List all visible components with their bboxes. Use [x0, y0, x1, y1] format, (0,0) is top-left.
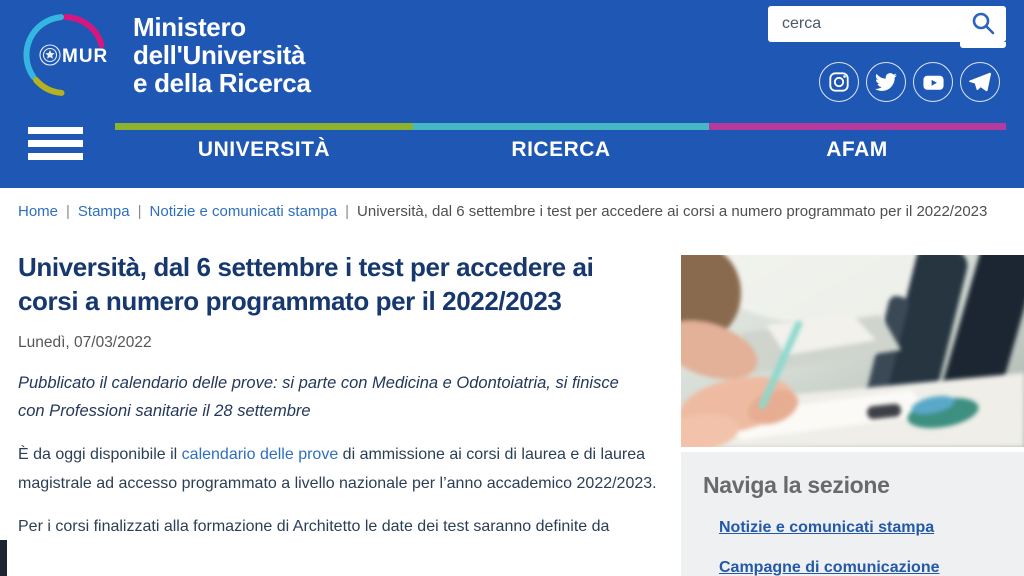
site-title [133, 13, 311, 97]
logo-arc-yellow [36, 80, 62, 93]
breadcrumb-stampa[interactable]: Stampa [77, 203, 130, 220]
left-edge-strip [0, 540, 7, 576]
breadcrumb-notizie[interactable]: Notizie e comunicati stampa [149, 203, 338, 220]
instagram-icon[interactable] [819, 62, 859, 102]
sidebar [681, 255, 1024, 576]
youtube-icon[interactable] [913, 62, 953, 102]
article-paragraph-1 [18, 440, 663, 498]
nav-item-afam[interactable]: AFAM [826, 138, 888, 161]
article-title: Università, dal 6 settembre i test per accedere ai corsi a numero programmato per il 2022/2023 [18, 252, 594, 316]
paragraph-text: di ammissione ai corsi di laurea e di laurea magistrale ad accesso programmato a livello nazionale per l’anno accademico 2022/2023. [18, 446, 657, 492]
breadcrumb [18, 203, 1008, 220]
calendario-prove-link[interactable]: calendario delle prove [181, 446, 339, 463]
article-hero-image [681, 255, 1024, 447]
main-navigation [0, 123, 1024, 188]
menu-hamburger-icon[interactable] [28, 127, 83, 160]
search-box-tab [960, 42, 1006, 48]
stripe-ricerca [413, 123, 709, 130]
article-date: Lunedì, 07/03/2022 [18, 334, 152, 351]
site-title-line2: dell'Università [133, 40, 306, 70]
paragraph-text: È da oggi disponibile il [18, 446, 182, 463]
logo-text: MUR [62, 46, 109, 67]
stripe-afam [709, 123, 1006, 130]
sidebar-link-campagne[interactable]: Campagne di comunicazione [719, 559, 940, 576]
social-links [819, 62, 1000, 102]
stripe-universita [115, 123, 413, 130]
article-lede: Pubblicato il calendario delle prove: si parte con Medicina e Odontoiatria, si finisce con Professioni sanitarie il 28 settembre [18, 374, 619, 420]
telegram-icon[interactable] [960, 62, 1000, 102]
site-header [0, 0, 1024, 123]
section-nav-box [681, 452, 1024, 576]
article [18, 250, 666, 541]
nav-item-ricerca[interactable]: RICERCA [511, 138, 611, 161]
list-item [719, 559, 1024, 576]
breadcrumb-home[interactable]: Home [18, 203, 59, 220]
breadcrumb-separator: | [66, 203, 70, 220]
site-title-line3: e della Ricerca [133, 68, 311, 98]
search-button[interactable] [966, 10, 1000, 38]
sidebar-link-notizie[interactable]: Notizie e comunicati stampa [719, 519, 935, 536]
nav-item-universita[interactable]: UNIVERSITÀ [197, 138, 331, 161]
breadcrumb-separator: | [137, 203, 142, 220]
section-nav-list [703, 519, 1024, 576]
logo-arc-magenta [66, 17, 102, 45]
search-box [768, 6, 1006, 42]
twitter-icon[interactable] [866, 62, 906, 102]
section-nav-heading: Naviga la sezione [703, 472, 890, 498]
mur-logo[interactable] [18, 9, 110, 101]
breadcrumb-current: Università, dal 6 settembre i test per accedere ai corsi a numero programmato per il 2022/2023 [357, 203, 988, 220]
republic-emblem-icon [40, 45, 60, 65]
site-title-line1: Ministero [133, 12, 246, 42]
article-paragraph-2: Per i corsi finalizzati alla formazione di Architetto le date dei test saranno definite da [18, 518, 610, 535]
list-item [719, 519, 1024, 537]
search-icon [970, 10, 996, 36]
breadcrumb-separator: | [345, 203, 350, 220]
